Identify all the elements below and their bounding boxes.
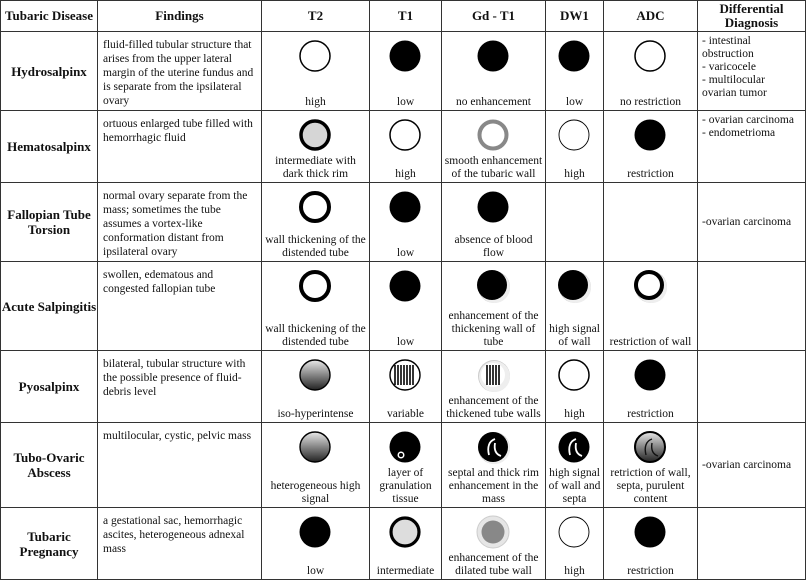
table-row [1, 183, 806, 262]
gd-t1-cell [442, 183, 546, 262]
striped-circle-icon [387, 357, 425, 395]
t2-cell [262, 183, 370, 262]
adc-signal-label: retriction of wall, septa, purulent content [610, 467, 691, 505]
header-dwi: DW1 [546, 1, 604, 32]
header-disease: Tubaric Disease [1, 1, 98, 32]
dwi-signal-label: low [565, 96, 584, 108]
disease-name: Tubaric Pregnancy [1, 508, 98, 580]
t1-cell [370, 32, 442, 111]
dwi-cell [546, 262, 604, 351]
dwi-signal-label: high [564, 168, 585, 180]
findings-text: swollen, edematous and congested fallopian tube [98, 262, 262, 351]
adc-signal-label: restriction [627, 168, 674, 180]
header-differential: Differential Diagnosis [698, 1, 806, 32]
open-thin-circle-icon [556, 117, 594, 155]
filled-circle-icon [475, 38, 513, 76]
differential-diagnosis: -ovarian carcinoma [698, 183, 806, 262]
dwi-signal-label: high signal of wall [549, 323, 600, 348]
table-row [1, 423, 806, 508]
adc-cell [604, 508, 698, 580]
adc-signal-label: no restriction [620, 96, 681, 108]
filled-circle-icon [475, 189, 513, 227]
table-row [1, 351, 806, 423]
adc-cell [604, 351, 698, 423]
dwi-cell [546, 111, 604, 183]
t2-signal-label: wall thickening of the distended tube [265, 234, 366, 259]
open-circle-icon [632, 38, 670, 76]
findings-text: normal ovary separate from the mass; sometimes the tube assumes a vortex-like conformation distant from ipsilateral ovary [98, 183, 262, 262]
gd-t1-cell [442, 32, 546, 111]
t2-signal-label: low [306, 565, 325, 577]
header-t1: T1 [370, 1, 442, 32]
differential-diagnosis: - intestinal obstruction - varicocele - multilocular ovarian tumor [698, 32, 806, 111]
gd-t1-cell [442, 508, 546, 580]
filled-circle-icon [297, 514, 335, 552]
disease-name: Acute Salpingitis [1, 262, 98, 351]
t2-cell [262, 111, 370, 183]
t2-signal-label: intermediate with dark thick rim [275, 155, 356, 180]
gd-t1-signal-label: septal and thick rim enhancement in the mass [447, 467, 540, 505]
disease-name: Hydrosalpinx [1, 32, 98, 111]
adc-cell [604, 32, 698, 111]
thick-ring-circle-icon [297, 189, 335, 227]
dwi-cell [546, 183, 604, 262]
t1-signal-label: low [396, 247, 415, 259]
t2-cell [262, 508, 370, 580]
dwi-signal-label: high signal of wall and septa [548, 467, 601, 505]
header-row [1, 1, 806, 32]
findings-text: multilocular, cystic, pelvic mass [98, 423, 262, 508]
thick-ring-circle-icon [297, 268, 335, 306]
filled-shadow-circle-icon [475, 268, 513, 306]
filled-circle-icon [387, 38, 425, 76]
t1-signal-label: high [395, 168, 416, 180]
dwi-cell [546, 508, 604, 580]
filled-circle-icon [632, 357, 670, 395]
t1-signal-label: intermediate [376, 565, 435, 577]
gd-t1-signal-label: no enhancement [455, 96, 532, 108]
gd-t1-signal-label: enhancement of the thickened tube walls [446, 395, 541, 420]
t1-signal-label: variable [386, 408, 425, 420]
t2-cell [262, 423, 370, 508]
dwi-cell [546, 351, 604, 423]
findings-text: a gestational sac, hemorrhagic ascites, heterogeneous adnexal mass [98, 508, 262, 580]
filled-septa-shadow-circle-icon [475, 429, 513, 467]
dwi-signal-label: high [564, 408, 585, 420]
gd-t1-signal-label: absence of blood flow [454, 234, 533, 259]
open-circle-icon [297, 38, 335, 76]
filled-circle-icon [556, 38, 594, 76]
t1-signal-label: low [396, 96, 415, 108]
open-thin-circle-icon [556, 514, 594, 552]
gd-t1-cell [442, 262, 546, 351]
t1-cell [370, 351, 442, 423]
light-thick-rim-circle-icon [387, 514, 425, 552]
gd-t1-signal-label: enhancement of the dilated tube wall [448, 552, 539, 577]
t2-signal-label: heterogeneous high signal [270, 480, 361, 505]
gd-t1-cell [442, 423, 546, 508]
filled-circle-icon [632, 514, 670, 552]
thick-ring-shadow-circle-icon [632, 268, 670, 306]
filled-circle-icon [387, 268, 425, 306]
gradient-circle-icon [297, 429, 335, 467]
disease-name: Fallopian Tube Torsion [1, 183, 98, 262]
dwi-signal-label: high [564, 565, 585, 577]
header-findings: Findings [98, 1, 262, 32]
t1-cell [370, 262, 442, 351]
filled-circle-icon [632, 117, 670, 155]
filled-septa-circle-icon [556, 429, 594, 467]
t2-cell [262, 32, 370, 111]
findings-text: bilateral, tubular structure with the possible presence of fluid-debris level [98, 351, 262, 423]
open-circle-icon [387, 117, 425, 155]
t2-signal-label: high [305, 96, 326, 108]
dwi-signal-label [573, 260, 577, 261]
gray-shadow-circle-icon [475, 514, 513, 552]
differential-diagnosis [698, 262, 806, 351]
gd-t1-cell [442, 111, 546, 183]
gd-t1-signal-label: enhancement of the thickening wall of tube [448, 310, 539, 348]
disease-name: Pyosalpinx [1, 351, 98, 423]
adc-cell [604, 183, 698, 262]
t2-cell [262, 262, 370, 351]
adc-cell [604, 423, 698, 508]
adc-cell [604, 111, 698, 183]
filled-circle-icon [387, 189, 425, 227]
adc-signal-label [649, 260, 653, 261]
table-row [1, 111, 806, 183]
gray-ring-circle-icon [475, 117, 513, 155]
gradient-septa-circle-icon [632, 429, 670, 467]
t2-signal-label: wall thickening of the distended tube [265, 323, 366, 348]
adc-signal-label: restriction [627, 565, 674, 577]
gd-t1-signal-label: smooth enhancement of the tubaric wall [444, 155, 543, 180]
adc-cell [604, 262, 698, 351]
dwi-cell [546, 32, 604, 111]
adc-signal-label: restriction [627, 408, 674, 420]
differential-diagnosis: -ovarian carcinoma [698, 423, 806, 508]
t1-cell [370, 183, 442, 262]
t1-signal-label: low [396, 336, 415, 348]
table-row [1, 262, 806, 351]
t1-cell [370, 508, 442, 580]
findings-text: fluid-filled tubular structure that arises from the upper lateral margin of the uterine fundus and is separate from the ipsilateral ovary [98, 32, 262, 111]
header-adc: ADC [604, 1, 698, 32]
t1-signal-label: layer of granulation tissue [379, 467, 432, 505]
filled-granulation-circle-icon [387, 429, 425, 467]
differential-diagnosis [698, 351, 806, 423]
t1-cell [370, 111, 442, 183]
table-row [1, 508, 806, 580]
gd-t1-cell [442, 351, 546, 423]
differential-diagnosis [698, 508, 806, 580]
t1-cell [370, 423, 442, 508]
gradient-circle-icon [297, 357, 335, 395]
dwi-cell [546, 423, 604, 508]
disease-name: Hematosalpinx [1, 111, 98, 183]
gray-thick-rim-circle-icon [297, 117, 335, 155]
differential-diagnosis: - ovarian carcinoma - endometrioma [698, 111, 806, 183]
adc-signal-label: restriction of wall [609, 336, 692, 348]
findings-text: ortuous enlarged tube filled with hemorrhagic fluid [98, 111, 262, 183]
disease-name: Tubo-Ovaric Abscess [1, 423, 98, 508]
header-t2: T2 [262, 1, 370, 32]
table-row [1, 32, 806, 111]
open-circle-icon [556, 357, 594, 395]
t2-signal-label: iso-hyperintense [277, 408, 354, 420]
striped-shadow-circle-icon [475, 357, 513, 395]
t2-cell [262, 351, 370, 423]
filled-shadow-circle-icon [556, 268, 594, 306]
header-gd-t1: Gd - T1 [442, 1, 546, 32]
